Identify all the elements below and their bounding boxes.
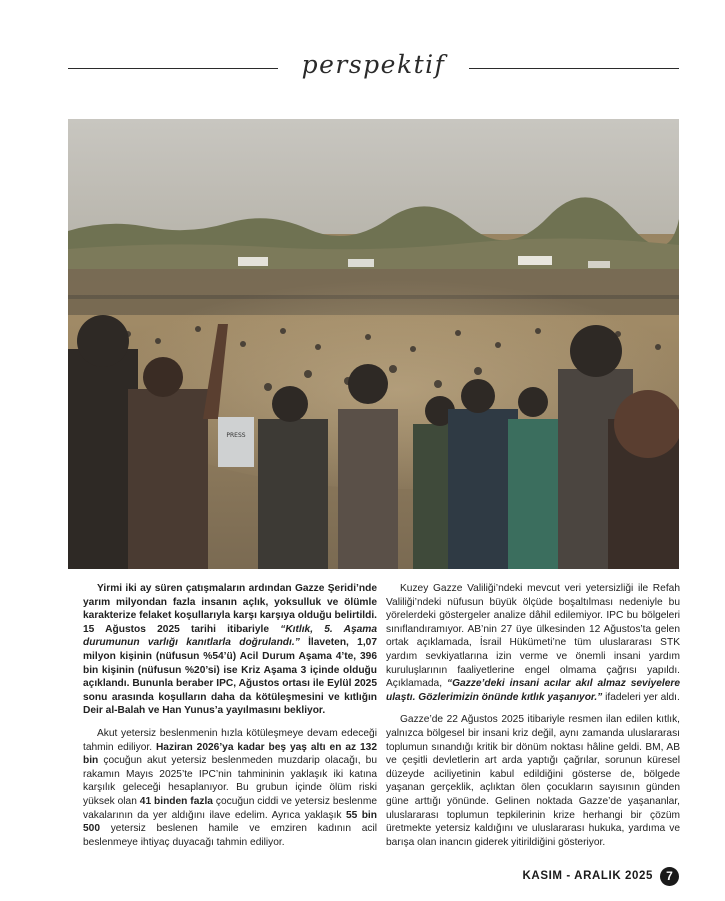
- text-run: İlaveten, 1,07 milyon kişinin (nüfusun %54’ü) Acil Durum Aşama 4’te, 396 bin kişinin (nüfusun %20’si) ise Kriz Aşama 3 içinde olduğu açıklandı. Bununla beraber IPC, Ağustos ortası ile Eylül 2025 sonu arasında koşulların daha da kötüleşmesini ve kıtlığın Deir al-Balah ve Han Yunus’a yayılmasını bekliyor.: [83, 637, 377, 717]
- text-run: Haziran 2026’ya kadar beş yaş altı en az 132 bin: [83, 741, 377, 767]
- text-run: çocuğun ciddi ve yetersiz beslenme vakalarının da yer aldığını ilave edelim. Ayrıca yaklaşık: [83, 795, 377, 821]
- right-paragraph-1: [386, 582, 680, 704]
- crowd-photo: [68, 119, 679, 569]
- text-run: 55 bin 500: [83, 809, 377, 835]
- text-run: Kuzey Gazze Valiliği’ndeki mevcut veri yetersizliği ile Refah Valiliği’ndeki nüfusun büyük ölçüde boşaltılması nedeniyle bu yörelerdeki göstergeler analize dâhil edilemiyor. IPC bu bölgeleri sınıflandıramıyor. AB’nin 27 üye ülkesinden 12 Ağustos’ta gelen ortak açıklamada, İsrail Hükümeti’ne tüm uluslararası STK yardım sevkiyatlarına izin verme ve önemli insani yardım kuruluşlarının faaliyetlerine engel olmama çağrısı yapıldı. Açıklamada,: [386, 583, 680, 690]
- text-run: “Kıtlık, 5. Aşama durumunun varlığı kanıtlarla doğrulandı.”: [83, 623, 377, 649]
- text-run: Yirmi iki ay süren çatışmaların ardından Gazze Şeridi’nde yarım milyondan fazla insanın açlık, yoksulluk ve ölümle karakterize felaket koşullarıyla karşı karşıya olduğu belirtildi. 15 Ağustos 2025 tarihi itibariyle: [83, 583, 377, 635]
- header-rule-right: [469, 68, 679, 69]
- text-run: çocuğun akut yetersiz beslenmeden muzdarip olacağı, bu rakamın Mayıs 2025’te IPC’nin tahmininin yaklaşık iki katına karşılık geleceği hesaplanıyor. Bu grubun içinde ölüm riski yüksek olan: [83, 755, 377, 807]
- press-vest-label: PRESS: [226, 432, 246, 439]
- text-run: 41 binden fazla: [139, 795, 213, 807]
- issue-date: KASIM - ARALIK 2025: [522, 870, 653, 882]
- article-column-left: [83, 582, 377, 858]
- left-paragraph-1: [83, 582, 377, 718]
- text-run: “Gazze’deki insani acılar akıl almaz seviyelere ulaştı. Gözlerimizin önünde kıtlık yaşanıyor.”: [386, 678, 680, 703]
- text-run: Akut yetersiz beslenmenin hızla kötüleşmeye devam edeceği tahmin ediliyor.: [83, 727, 377, 753]
- right-paragraph-2: [386, 713, 680, 849]
- text-run: Gazze’de 22 Ağustos 2025 itibariyle resmen ilan edilen kıtlık, yalnızca bölgesel bir insani kriz değil, aynı zamanda uluslararası toplumun sınandığı kritik bir dönüm noktası hâline geldi. BM, AB ve çeşitli devletlerin art arda yaptığı çağrılar, sorunun küresel düzeyde aciliyetinin kabul edildiğini gösterse de, bölgede yaşanan gerçeklik, açlıktan ölen çocukların sayısının günden güne arttığı yönünde. Gelinen noktada Gazze’de yaşananlar, uluslararası toplumun tepkilerinin krize herhangi bir çözüm üretmekte yetersiz kaldığını ve uluslararası hukuka, yardıma ve barışa olan inancın giderek yitirildiğini gösteriyor.: [386, 714, 680, 848]
- page-number-badge: 7: [660, 867, 679, 886]
- left-paragraph-2: [83, 727, 377, 849]
- text-run: ifadeleri yer aldı.: [602, 691, 680, 703]
- page-footer: [523, 866, 679, 886]
- text-run: yetersiz beslenen hamile ve emziren kadının acil beslenmeye ihtiyaç duyacağı tahmin ediliyor.: [83, 823, 377, 848]
- article-column-right: [386, 582, 680, 858]
- magazine-header: [68, 50, 679, 84]
- section-title: perspektif: [301, 50, 446, 79]
